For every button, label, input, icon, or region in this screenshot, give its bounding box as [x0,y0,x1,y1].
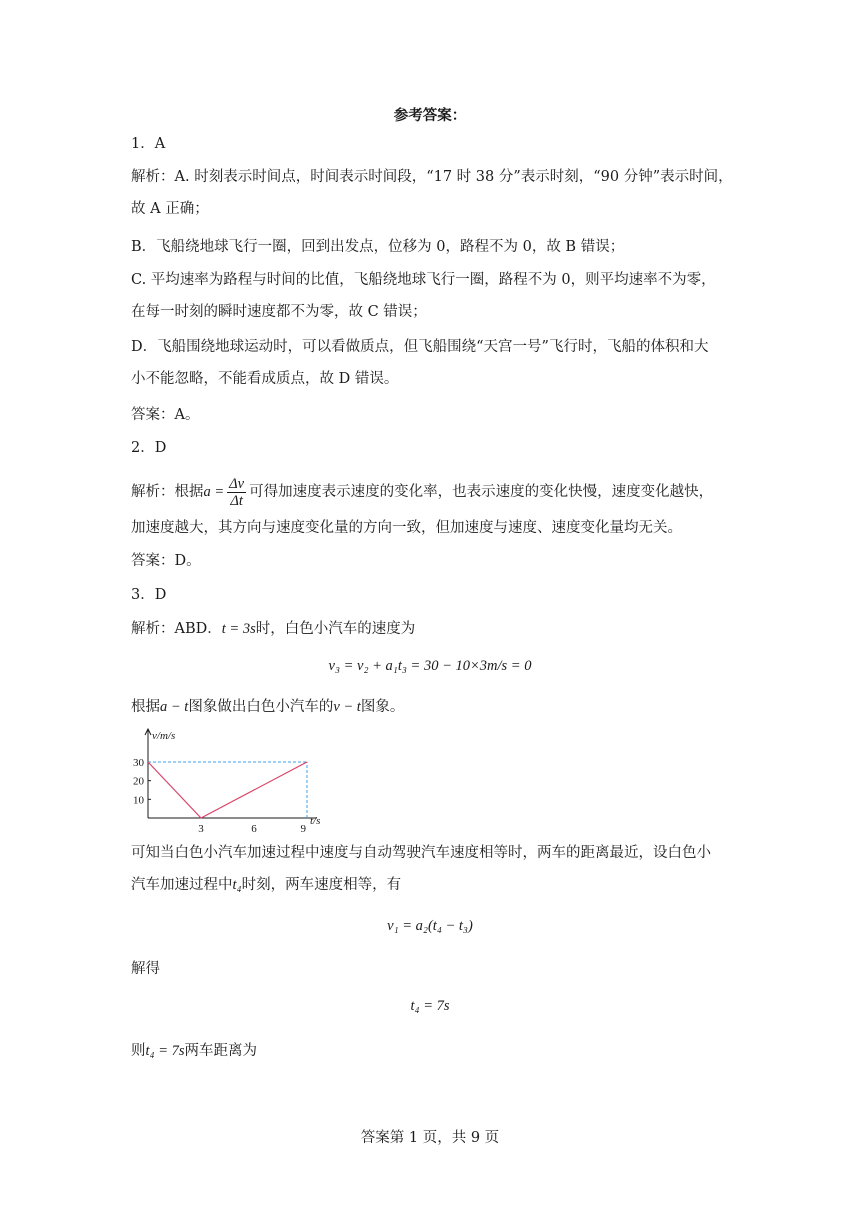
q3-l2-suffix: 图象。 [360,699,405,715]
q2-line-2: 加速度越大，其方向与速度变化量的方向一致，但加速度与速度、速度变化量均无关。 [131,520,682,536]
q3-eq1-text: v₃ = v₂ + a₁t₃ = 30 − 10×3m/s = 0 [328,658,532,674]
q3-l4-math: t₄ [232,877,242,893]
q2-answer: 答案：D。 [131,553,201,569]
velocity-line [148,762,307,818]
q3-l2-prefix: 根据 [131,699,160,715]
q3-equation-2 [0,916,860,936]
q3-l5-suffix: 两车距离为 [184,1043,257,1059]
q3-l1-prefix: 解析：ABD． [131,621,222,637]
x-tick-label: 9 [300,823,306,835]
q2-prefix: 解析：根据 [131,484,204,500]
q3-line-2 [131,697,404,717]
q3-line-5 [131,1041,257,1061]
q3-l2-math1: a − t [160,699,189,715]
x-axis-label: t/s [310,815,321,827]
q1-number: 1．A [131,136,166,152]
q3-l4-suffix: 时刻，两车速度相等，有 [241,877,402,893]
q3-l4-prefix: 汽车加速过程中 [131,877,233,893]
page-footer: 答案第 1 页，共 9 页 [360,1130,500,1146]
q1-line-6: D．飞船围绕地球运动时，可以看做质点，但飞船围绕“天宫一号”飞行时，飞船的体积和大 [131,339,709,355]
x-tick-label: 3 [198,823,204,835]
q2-suffix: 可得加速度表示速度的变化率，也表示速度的变化快慢，速度变化越快， [249,484,714,500]
q1-line-5: 在每一时刻的瞬时速度都不为零，故 C 错误； [131,304,427,320]
v-t-chart [124,724,344,836]
q2-frac-den: Δt [230,492,243,509]
q3-eq3-text: t₄ = 7s [410,998,450,1014]
q1-line-7: 小不能忽略，不能看成质点，故 D 错误。 [131,371,399,387]
q3-line-1 [131,619,415,639]
q1-line-2: 故 A 正确； [131,201,209,217]
q1-line-3: B．飞船绕地球飞行一圈，回到出发点，位移为 0，路程不为 0，故 B 错误； [131,239,625,255]
page-title: 参考答案： [393,107,467,124]
q3-l1-suffix: 时，白色小汽车的速度为 [255,621,416,637]
q3-l1-math: t = 3s [221,621,256,637]
x-tick-label: 6 [251,823,257,835]
q3-number: 3．D [131,587,167,603]
y-tick-label: 20 [133,775,144,788]
q1-line-1: 解析：A. 时刻表示时间点，时间表示时间段，“17 时 38 分”表示时刻，“90 分钟”表示时间， [131,169,733,185]
q3-line-4 [131,875,401,895]
q2-fraction [227,476,246,509]
y-tick-label: 10 [133,794,144,807]
y-tick-label: 30 [133,757,144,769]
q3-l5-math: t₄ = 7s [145,1043,185,1059]
q1-line-4: C. 平均速率为路程与时间的比值，飞船绕地球飞行一圈，路程不为 0，则平均速率不为零， [131,272,716,288]
q3-equation-1 [0,656,860,676]
q1-answer: 答案：A。 [131,407,200,423]
q2-line-1 [131,474,713,510]
q3-solve: 解得 [131,961,160,977]
q3-equation-3 [0,996,860,1016]
q2-number: 2．D [131,440,167,456]
q3-l5-prefix: 则 [131,1043,146,1059]
q3-l2-math2: v − t [333,699,361,715]
y-axis-label: v/m/s [152,730,176,742]
q3-eq2-text: v₁ = a₂(t₄ − t₃) [387,918,473,934]
q2-frac-num: Δv [229,475,245,492]
chart-layer [133,729,320,835]
q2-formula-lhs: a = [203,484,225,500]
q3-l2-mid: 图象做出白色小汽车的 [188,699,334,715]
q3-line-3: 可知当白色小汽车加速过程中速度与自动驾驶汽车速度相等时，两车的距离最近，设白色小 [131,845,711,861]
